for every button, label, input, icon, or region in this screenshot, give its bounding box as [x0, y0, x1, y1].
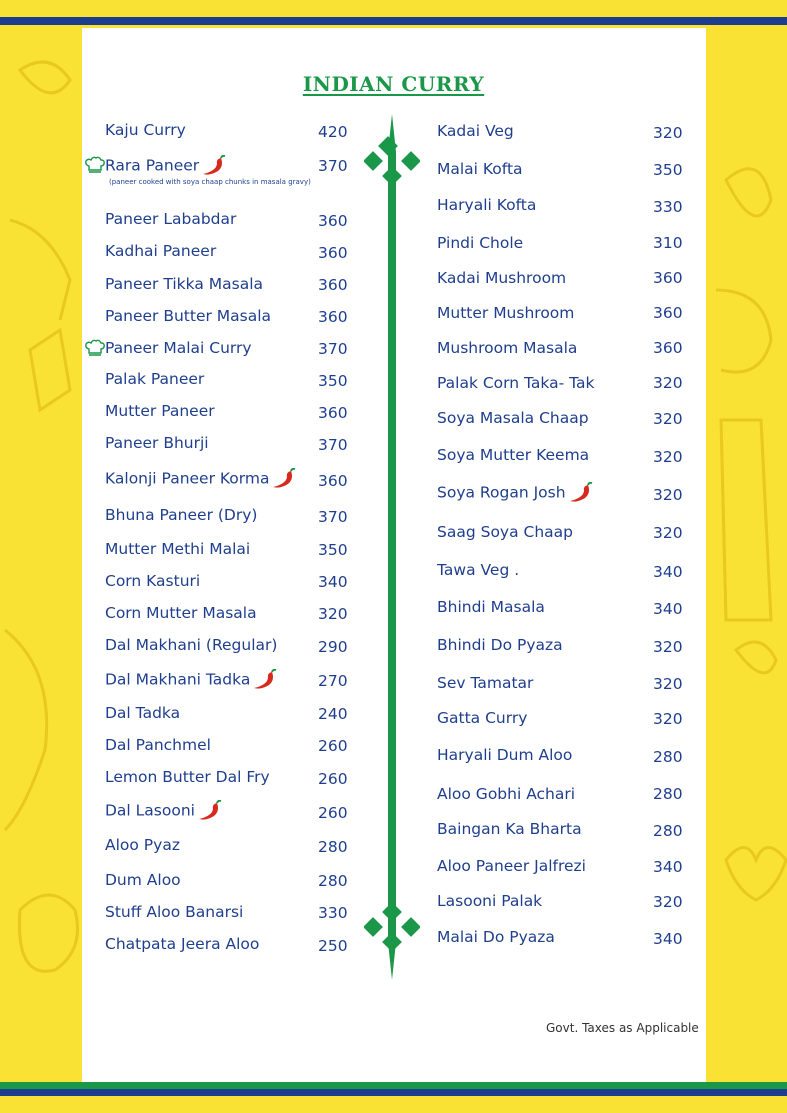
menu-item-name: Palak Corn Taka- Tak — [437, 374, 595, 392]
menu-item-price: 280 — [653, 785, 683, 803]
chili-icon — [196, 800, 222, 822]
menu-item-price: 290 — [318, 638, 348, 656]
menu-item-price: 370 — [318, 508, 348, 526]
menu-item-price: 340 — [318, 573, 348, 591]
top-stripe — [0, 17, 787, 25]
menu-item-name-row — [105, 468, 296, 490]
menu-item-price: 320 — [653, 710, 683, 728]
menu-item-price: 370 — [318, 157, 348, 175]
menu-item-price: 280 — [653, 748, 683, 766]
menu-item-name: Kaju Curry — [105, 121, 186, 139]
menu-item-name: Malai Kofta — [437, 160, 523, 178]
menu-item-price: 330 — [653, 198, 683, 216]
chili-icon — [567, 482, 593, 504]
right-doodle-icon — [706, 30, 787, 1080]
menu-item-name: Bhuna Paneer (Dry) — [105, 506, 258, 524]
menu-item-name: Mushroom Masala — [437, 339, 578, 357]
menu-item-price: 320 — [318, 605, 348, 623]
top-band — [0, 0, 787, 28]
menu-item-name: Malai Do Pyaza — [437, 928, 555, 946]
menu-item-price: 280 — [318, 872, 348, 890]
menu-item-name: Aloo Gobhi Achari — [437, 785, 576, 803]
menu-item-price: 370 — [318, 340, 348, 358]
chef-hat-icon — [84, 339, 106, 357]
menu-item-price: 320 — [653, 524, 683, 542]
menu-item-price: 320 — [653, 374, 683, 392]
menu-item-price: 360 — [318, 244, 348, 262]
menu-item-name: Paneer Tikka Masala — [105, 275, 263, 293]
menu-item-name: Mutter Mushroom — [437, 304, 575, 322]
menu-item-name: Soya Masala Chaap — [437, 409, 589, 427]
chef-hat-icon — [84, 156, 106, 174]
menu-item-name: Tawa Veg . — [437, 561, 520, 579]
menu-item-name: Paneer Lababdar — [105, 210, 237, 228]
menu-item-price: 350 — [318, 372, 348, 390]
menu-item-price: 330 — [318, 904, 348, 922]
menu-item-name: Stuff Aloo Banarsi — [105, 903, 244, 921]
menu-item-name: Rara Paneer — [105, 156, 200, 175]
menu-title: INDIAN CURRY — [302, 72, 485, 96]
column-divider — [364, 112, 420, 982]
menu-item-price: 250 — [318, 937, 348, 955]
menu-item-name: Dum Aloo — [105, 871, 181, 889]
menu-item-name: Paneer Malai Curry — [105, 339, 252, 357]
bottom-stripe-green — [0, 1082, 787, 1089]
menu-item-price: 280 — [318, 838, 348, 856]
menu-item-name-row — [437, 482, 593, 504]
menu-item-name: Soya Rogan Josh — [437, 483, 566, 502]
menu-item-price: 340 — [653, 600, 683, 618]
menu-item-name-row — [105, 155, 226, 177]
menu-item-name: Dal Makhani Tadka — [105, 670, 251, 689]
menu-item-name: Dal Tadka — [105, 704, 181, 722]
bottom-stripe-blue — [0, 1089, 787, 1096]
menu-item-price: 360 — [318, 212, 348, 230]
menu-item-price: 360 — [318, 308, 348, 326]
menu-item-name: Baingan Ka Bharta — [437, 820, 582, 838]
menu-item-name: Corn Kasturi — [105, 572, 201, 590]
menu-item-name: Corn Mutter Masala — [105, 604, 257, 622]
menu-item-name: Bhindi Do Pyaza — [437, 636, 563, 654]
menu-item-price: 320 — [653, 675, 683, 693]
chili-icon — [270, 468, 296, 490]
menu-item-price: 240 — [318, 705, 348, 723]
menu-item-price: 260 — [318, 770, 348, 788]
menu-item-name: Kadai Veg — [437, 122, 514, 140]
menu-item-name: Dal Lasooni — [105, 801, 195, 820]
menu-item-name: Soya Mutter Keema — [437, 446, 590, 464]
menu-item-price: 360 — [653, 269, 683, 287]
menu-item-name: Kadai Mushroom — [437, 269, 567, 287]
menu-item-price: 310 — [653, 234, 683, 252]
menu-item-price: 320 — [653, 124, 683, 142]
bottom-band — [0, 1082, 787, 1113]
menu-item-price: 320 — [653, 448, 683, 466]
menu-item-price: 320 — [653, 410, 683, 428]
tax-note: Govt. Taxes as Applicable — [546, 1021, 699, 1035]
menu-item-name: Dal Panchmel — [105, 736, 211, 754]
menu-item-price: 370 — [318, 436, 348, 454]
menu-item-name-row — [105, 800, 222, 822]
menu-item-name: Mutter Paneer — [105, 402, 215, 420]
menu-item-price: 340 — [653, 858, 683, 876]
menu-item-price: 350 — [318, 541, 348, 559]
menu-item-price: 360 — [653, 339, 683, 357]
menu-item-name-row — [105, 669, 277, 691]
menu-item-price: 320 — [653, 638, 683, 656]
menu-item-name: Bhindi Masala — [437, 598, 545, 616]
menu-item-name: Kadhai Paneer — [105, 242, 217, 260]
menu-item-price: 270 — [318, 672, 348, 690]
menu-item-name: Lemon Butter Dal Fry — [105, 768, 270, 786]
menu-item-price: 320 — [653, 486, 683, 504]
menu-item-name: Aloo Pyaz — [105, 836, 180, 854]
menu-item-price: 360 — [318, 276, 348, 294]
menu-item-price: 360 — [318, 472, 348, 490]
menu-item-name: Haryali Dum Aloo — [437, 746, 573, 764]
menu-item-price: 260 — [318, 737, 348, 755]
menu-item-name: Aloo Paneer Jalfrezi — [437, 857, 586, 875]
menu-item-name: Lasooni Palak — [437, 892, 543, 910]
menu-item-price: 320 — [653, 893, 683, 911]
left-doodle-icon — [0, 30, 82, 1080]
menu-item-note: (paneer cooked with soya chaap chunks in masala gravy) — [109, 178, 311, 186]
menu-item-name: Saag Soya Chaap — [437, 523, 574, 541]
menu-item-price: 260 — [318, 804, 348, 822]
menu-item-name: Haryali Kofta — [437, 196, 537, 214]
chili-icon — [251, 669, 277, 691]
menu-item-name: Chatpata Jeera Aloo — [105, 935, 260, 953]
menu-item-price: 350 — [653, 161, 683, 179]
menu-item-price: 280 — [653, 822, 683, 840]
chili-icon — [200, 155, 226, 177]
menu-item-price: 340 — [653, 563, 683, 581]
menu-item-name: Mutter Methi Malai — [105, 540, 251, 558]
menu-item-name: Paneer Bhurji — [105, 434, 209, 452]
menu-item-name: Kalonji Paneer Korma — [105, 469, 270, 488]
menu-item-name: Paneer Butter Masala — [105, 307, 272, 325]
menu-item-name: Gatta Curry — [437, 709, 528, 727]
menu-item-name: Pindi Chole — [437, 234, 524, 252]
menu-item-price: 360 — [653, 304, 683, 322]
menu-item-name: Sev Tamatar — [437, 674, 534, 692]
menu-item-name: Palak Paneer — [105, 370, 205, 388]
menu-item-price: 340 — [653, 930, 683, 948]
menu-item-price: 360 — [318, 404, 348, 422]
menu-item-name: Dal Makhani (Regular) — [105, 636, 278, 654]
menu-item-price: 420 — [318, 123, 348, 141]
